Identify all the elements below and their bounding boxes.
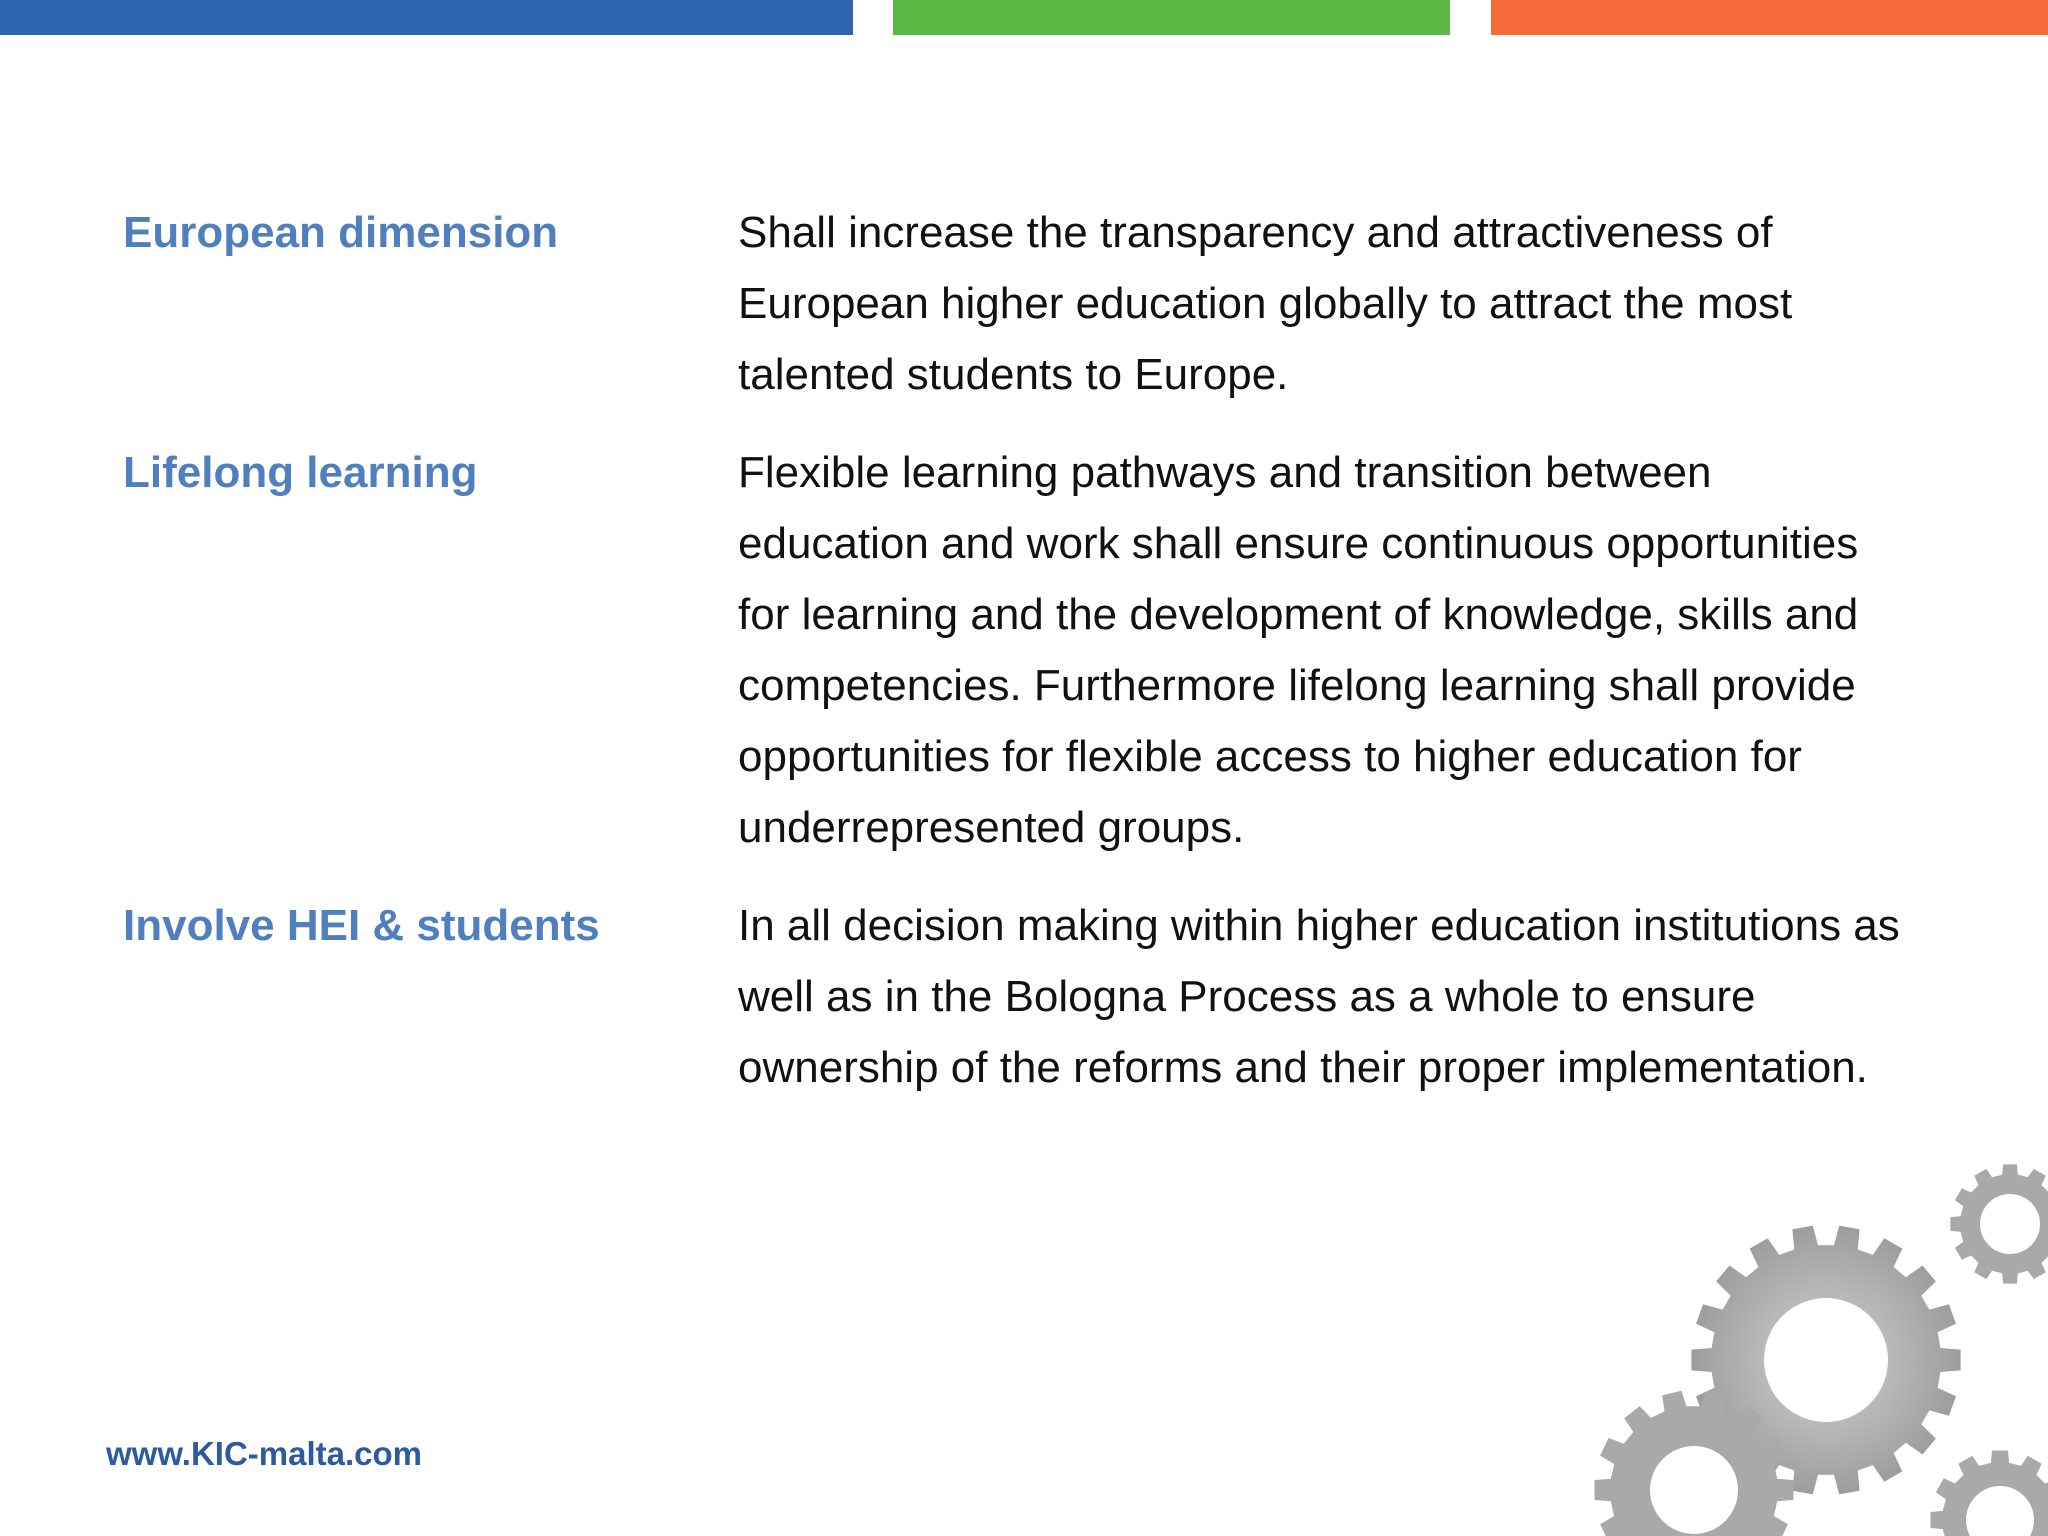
footer-website-link[interactable]: www.KIC-malta.com: [106, 1435, 422, 1472]
term-description: In all decision making within higher education institutions as well as in the Bologna Process as a whole to ensure ownership of the reforms and their proper implementation.: [738, 901, 1900, 1092]
small-gear-icon: [1931, 1451, 2048, 1536]
term-label: European dimension: [123, 208, 559, 257]
header-bar-green: [893, 0, 1450, 35]
small-gear-icon: [1950, 1164, 2048, 1283]
term-label: Involve HEI & students: [123, 901, 600, 950]
gears-icon: [1580, 1140, 2048, 1536]
term-description: Shall increase the transparency and attractiveness of European higher education globally to attract the most talented students to Europe.: [738, 208, 1793, 399]
header-bar-blue: [0, 0, 853, 35]
header-bar-orange: [1491, 0, 2048, 35]
term-label: Lifelong learning: [123, 448, 478, 497]
term-description: Flexible learning pathways and transition between education and work shall ensure continuous opportunities for learning and the development of knowledge, skills and competencies. Furthermore lifelong learning shall provide opportunities for flexible access to higher education for underrepresented groups.: [738, 448, 1859, 852]
